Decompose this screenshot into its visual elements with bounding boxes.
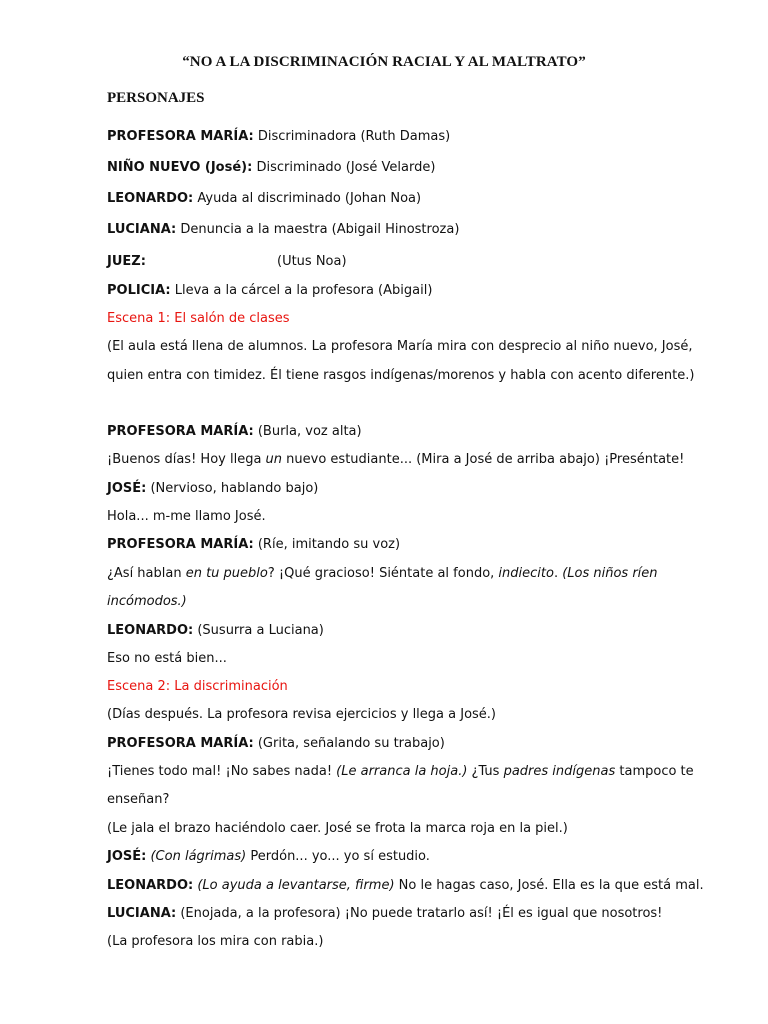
dialogue-segment: ¿Así hablan bbox=[107, 566, 186, 581]
dialogue-speaker-line bbox=[107, 480, 318, 498]
stage-direction: (Grita, señalando su trabajo) bbox=[257, 736, 445, 751]
character-line bbox=[107, 282, 432, 300]
character-line bbox=[107, 253, 347, 271]
character-name: PROFESORA MARÍA: bbox=[107, 129, 254, 144]
character-desc: (Utus Noa) bbox=[277, 254, 347, 269]
stage-direction: (Susurra a Luciana) bbox=[197, 623, 324, 638]
speaker-name: PROFESORA MARÍA: bbox=[107, 736, 254, 751]
dialogue-text bbox=[107, 451, 684, 469]
dialogue-speaker-line bbox=[107, 622, 324, 640]
speaker-name: LEONARDO: bbox=[107, 878, 194, 893]
stage-direction: (Días después. La profesora revisa ejercicios y llega a José.) bbox=[107, 707, 497, 722]
scene-1-heading: Escena 1: El salón de clases bbox=[107, 311, 290, 326]
character-desc: Discriminado (José Velarde) bbox=[256, 160, 436, 175]
dialogue-text bbox=[107, 565, 658, 583]
dialogue-speaker-line bbox=[107, 877, 704, 895]
character-desc: Ayuda al discriminado (Johan Noa) bbox=[197, 191, 422, 206]
character-name: NIÑO NUEVO (José): bbox=[107, 160, 253, 175]
dialogue-text bbox=[107, 593, 187, 611]
dialogue-segment: nuevo estudiante... (Mira a José de arriba abajo) ¡Preséntate! bbox=[282, 452, 685, 467]
dialogue-emphasis: un bbox=[265, 452, 283, 467]
dialogue-segment: No le hagas caso, José. Ella es la que está mal. bbox=[394, 878, 704, 893]
dialogue-segment: ¿Tus bbox=[467, 764, 504, 779]
dialogue-speaker-line bbox=[107, 905, 662, 923]
dialogue-segment: tampoco te bbox=[615, 764, 694, 779]
dialogue-text: Eso no está bien... bbox=[107, 651, 227, 666]
speaker-name: PROFESORA MARÍA: bbox=[107, 424, 254, 439]
dialogue-speaker-line bbox=[107, 423, 362, 441]
character-line bbox=[107, 159, 435, 177]
stage-direction: (Le arranca la hoja.) bbox=[336, 764, 468, 779]
stage-direction: incómodos.) bbox=[107, 594, 187, 609]
character-desc: Denuncia a la maestra (Abigail Hinostroza) bbox=[180, 222, 460, 237]
stage-direction: (Lo ayuda a levantarse, firme) bbox=[197, 878, 395, 893]
stage-direction: (Los niños ríen bbox=[562, 566, 658, 581]
stage-direction: (Burla, voz alta) bbox=[257, 424, 362, 439]
dialogue-segment: . bbox=[553, 566, 563, 581]
dialogue-segment: ¡Buenos días! Hoy llega bbox=[107, 452, 266, 467]
dialogue-segment: Perdón... yo... yo sí estudio. bbox=[246, 849, 430, 864]
dialogue-segment: (Enojada, a la profesora) ¡No puede tratarlo así! ¡Él es igual que nosotros! bbox=[176, 906, 663, 921]
dialogue-text bbox=[107, 763, 694, 781]
dialogue-segment: ? ¡Qué gracioso! Siéntate al fondo, bbox=[267, 566, 499, 581]
dialogue-emphasis: padres indígenas bbox=[503, 764, 616, 779]
character-name: LUCIANA: bbox=[107, 222, 177, 237]
dialogue-text: Hola... m-me llamo José. bbox=[107, 509, 266, 524]
stage-direction: (La profesora los mira con rabia.) bbox=[107, 934, 324, 949]
character-desc: Discriminadora (Ruth Damas) bbox=[257, 129, 451, 144]
document-title: “NO A LA DISCRIMINACIÓN RACIAL Y AL MALTRATO” bbox=[182, 54, 586, 70]
character-line bbox=[107, 221, 459, 239]
character-name: LEONARDO: bbox=[107, 191, 194, 206]
character-name: POLICIA: bbox=[107, 283, 171, 298]
dialogue-speaker-line bbox=[107, 536, 400, 554]
character-desc: Lleva a la cárcel a la profesora (Abigail) bbox=[174, 283, 433, 298]
speaker-name: PROFESORA MARÍA: bbox=[107, 537, 254, 552]
stage-direction: quien entra con timidez. Él tiene rasgos indígenas/morenos y habla con acento diferente.) bbox=[107, 368, 695, 383]
speaker-name: LUCIANA: bbox=[107, 906, 177, 921]
dialogue-emphasis: en tu pueblo bbox=[185, 566, 268, 581]
dialogue-text: enseñan? bbox=[107, 792, 170, 807]
stage-direction: (Le jala el brazo haciéndolo caer. José se frota la marca roja en la piel.) bbox=[107, 821, 568, 836]
dialogue-emphasis: indiecito bbox=[498, 566, 554, 581]
stage-direction: (Ríe, imitando su voz) bbox=[257, 537, 401, 552]
stage-direction: (El aula está llena de alumnos. La profesora María mira con desprecio al niño nuevo, José, bbox=[107, 339, 693, 354]
dialogue-speaker-line bbox=[107, 735, 445, 753]
dialogue-speaker-line bbox=[107, 848, 430, 866]
dialogue-segment: ¡Tienes todo mal! ¡No sabes nada! bbox=[107, 764, 337, 779]
character-line bbox=[107, 190, 421, 208]
speaker-name: LEONARDO: bbox=[107, 623, 194, 638]
character-line bbox=[107, 128, 450, 146]
characters-heading: PERSONAJES bbox=[107, 90, 205, 106]
speaker-name: JOSÉ: bbox=[107, 849, 147, 864]
stage-direction: (Con lágrimas) bbox=[150, 849, 247, 864]
character-name: JUEZ: bbox=[107, 254, 146, 269]
speaker-name: JOSÉ: bbox=[107, 481, 147, 496]
scene-2-heading: Escena 2: La discriminación bbox=[107, 679, 288, 694]
stage-direction: (Nervioso, hablando bajo) bbox=[150, 481, 319, 496]
